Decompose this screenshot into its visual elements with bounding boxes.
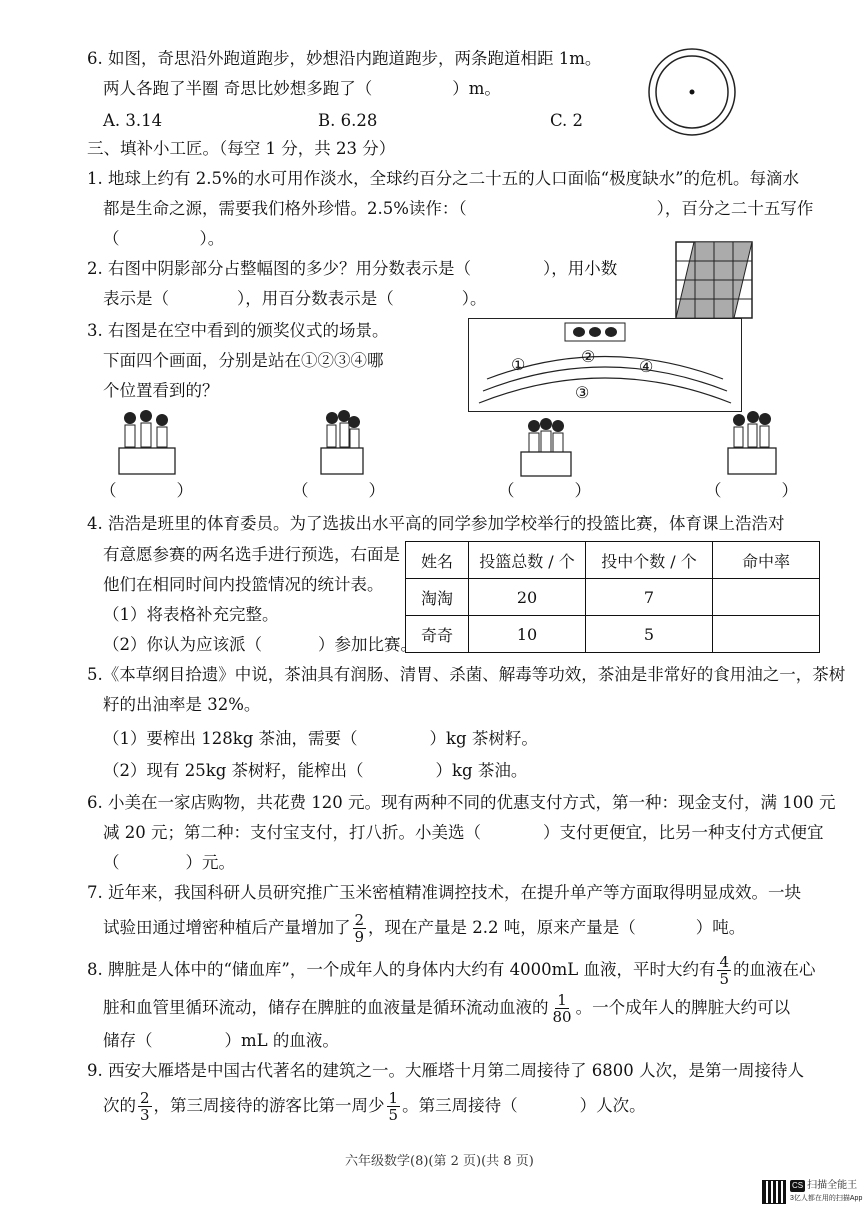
q6-option-c: C. 2 <box>550 111 584 130</box>
s6-line1: 6. 小美在一家店购物，共花费 120 元。现有两种不同的优惠支付方式，第一种：现金支付，满 100 元 <box>87 793 836 812</box>
track-circle-figure <box>646 46 738 138</box>
s6-line2: 减 20 元；第二种：支付宝支付，打八折。小美选（ ）支付更便宜，比另一种支付方式便宜 <box>103 823 824 842</box>
table-cell: 5 <box>586 616 713 653</box>
s4-line2: 有意愿参赛的两名选手进行预选，右面是 <box>103 545 400 564</box>
s3-answer-b: （ ） <box>292 481 385 500</box>
table-cell: 7 <box>586 579 713 616</box>
s9-line1: 9. 西安大雁塔是中国古代著名的建筑之一。大雁塔十月第二周接待了 6800 人次，是第一周接待人 <box>87 1061 804 1080</box>
q6-line1: 6. 如图，奇思沿外跑道跑步，妙想沿内跑道跑步，两条跑道相距 1m。 <box>87 49 602 68</box>
s1-line1: 1. 地球上约有 2.5%的水可用作淡水，全球约百分之二十五的人口面临“极度缺水”的危机。每滴水 <box>87 169 800 188</box>
fraction: $\frac{2}{9}$ <box>354 911 365 946</box>
s2-line2: 表示是（ ），用百分数表示是（ ）。 <box>103 289 487 308</box>
table-cell: 淘淘 <box>406 579 469 616</box>
scanner-logo-icon: CS <box>792 1181 804 1190</box>
table-cell: 10 <box>469 616 586 653</box>
s8-line2: 脏和血管里循环流动，储存在脾脏的血液量是循环流动血液的 $\frac{1}{80}$ 。一个成年人的脾脏大约可以 <box>103 991 791 1026</box>
s3-answer-c: （ ） <box>498 481 591 500</box>
table-cell <box>713 616 820 653</box>
ceremony-overview-figure <box>468 318 742 412</box>
s3-line2: 下面四个画面，分别是站在①②③④哪 <box>103 351 384 370</box>
s3-answer-d: （ ） <box>705 481 798 500</box>
q6-line2: 两人各跑了半圈 奇思比妙想多跑了（ ）m。 <box>103 79 501 98</box>
s1-line3: （ ）。 <box>103 229 225 248</box>
position-3-label: ③ <box>575 383 590 402</box>
s9-line2: 次的 $\frac{2}{3}$ ，第三周接待的游客比第一周少 $\frac{1}{5}$ 。第三周接待（ ）人次。 <box>103 1089 646 1124</box>
table-header: 姓名 <box>406 542 469 579</box>
fraction: $\frac{1}{5}$ <box>388 1089 399 1124</box>
s7-line2: 试验田通过增密种植后产量增加了 $\frac{2}{9}$ ，现在产量是 2.2 吨，原来产量是（ ）吨。 <box>103 911 746 946</box>
position-1-label: ① <box>511 355 526 374</box>
page-footer: 六年级数学(8)(第 2 页)(共 8 页) <box>345 1154 534 1169</box>
shooting-stats-table <box>405 541 820 653</box>
table-header: 投篮总数 / 个 <box>469 542 586 579</box>
s4-line1: 4. 浩浩是班里的体育委员。为了选拔出水平高的同学参加学校举行的投篮比赛，体育课上浩浩对 <box>87 514 785 533</box>
s2-line1: 2. 右图中阴影部分占整幅图的多少？用分数表示是（ ），用小数 <box>87 259 618 278</box>
s4-line3: 他们在相同时间内投篮情况的统计表。 <box>103 575 384 594</box>
fraction: $\frac{1}{80}$ <box>552 991 572 1026</box>
s5-line1: 5.《本草纲目拾遗》中说，茶油具有润肠、清胃、杀菌、解毒等功效，茶油是非常好的食用油之一，茶树 <box>87 665 846 684</box>
table-cell: 奇奇 <box>406 616 469 653</box>
table-cell <box>713 579 820 616</box>
shaded-grid-figure <box>674 240 754 320</box>
s3-line1: 3. 右图是在空中看到的颁奖仪式的场景。 <box>87 321 389 340</box>
s1-line2: 都是生命之源，需要我们格外珍惜。2.5%读作：（ ），百分之二十五写作 <box>103 199 814 218</box>
s4-line4: （1）将表格补充完整。 <box>103 605 279 624</box>
q6-option-a: A. 3.14 <box>103 111 163 130</box>
podium-view-c <box>518 418 574 478</box>
s4-line5: （2）你认为应该派（ ）参加比赛。 <box>103 635 417 654</box>
podium-view-d <box>725 408 781 476</box>
table-row <box>406 579 820 616</box>
qr-code-icon <box>762 1180 786 1204</box>
position-2-label: ② <box>581 347 596 366</box>
table-cell: 20 <box>469 579 586 616</box>
s7-line1: 7. 近年来，我国科研人员研究推广玉米密植精准调控技术，在提升单产等方面取得明显成效。一块 <box>87 883 801 902</box>
s5-line2: 籽的出油率是 32%。 <box>103 695 261 714</box>
s3-line3: 个位置看到的？ <box>103 381 219 400</box>
fraction: $\frac{4}{5}$ <box>719 953 729 988</box>
s5-line3: （1）要榨出 128kg 茶油，需要（ ）kg 茶树籽。 <box>103 729 538 748</box>
s6-line3: （ ）元。 <box>103 853 235 872</box>
s5-line4: （2）现有 25kg 茶树籽，能榨出（ ）kg 茶油。 <box>103 761 528 780</box>
s3-answer-a: （ ） <box>100 481 193 500</box>
podium-view-a <box>116 408 178 476</box>
table-row <box>406 616 820 653</box>
s8-line3: 储存（ ）mL 的血液。 <box>103 1031 339 1050</box>
section-title: 三、填补小工匠。（每空 1 分，共 23 分） <box>87 139 396 158</box>
table-header-row <box>406 542 820 579</box>
q6-option-b: B. 6.28 <box>318 111 378 130</box>
table-header: 投中个数 / 个 <box>586 542 713 579</box>
position-4-label: ④ <box>639 357 654 376</box>
scanner-watermark: CS 扫描全能王 3亿人都在用的扫描App <box>790 1180 863 1202</box>
table-header: 命中率 <box>713 542 820 579</box>
podium-view-b <box>318 408 368 476</box>
s8-line1: 8. 脾脏是人体中的“储血库”，一个成年人的身体内大约有 4000mL 血液，平时大约有 $\frac{4}{5}$ 的血液在心 <box>87 953 816 988</box>
fraction: $\frac{2}{3}$ <box>140 1089 150 1124</box>
